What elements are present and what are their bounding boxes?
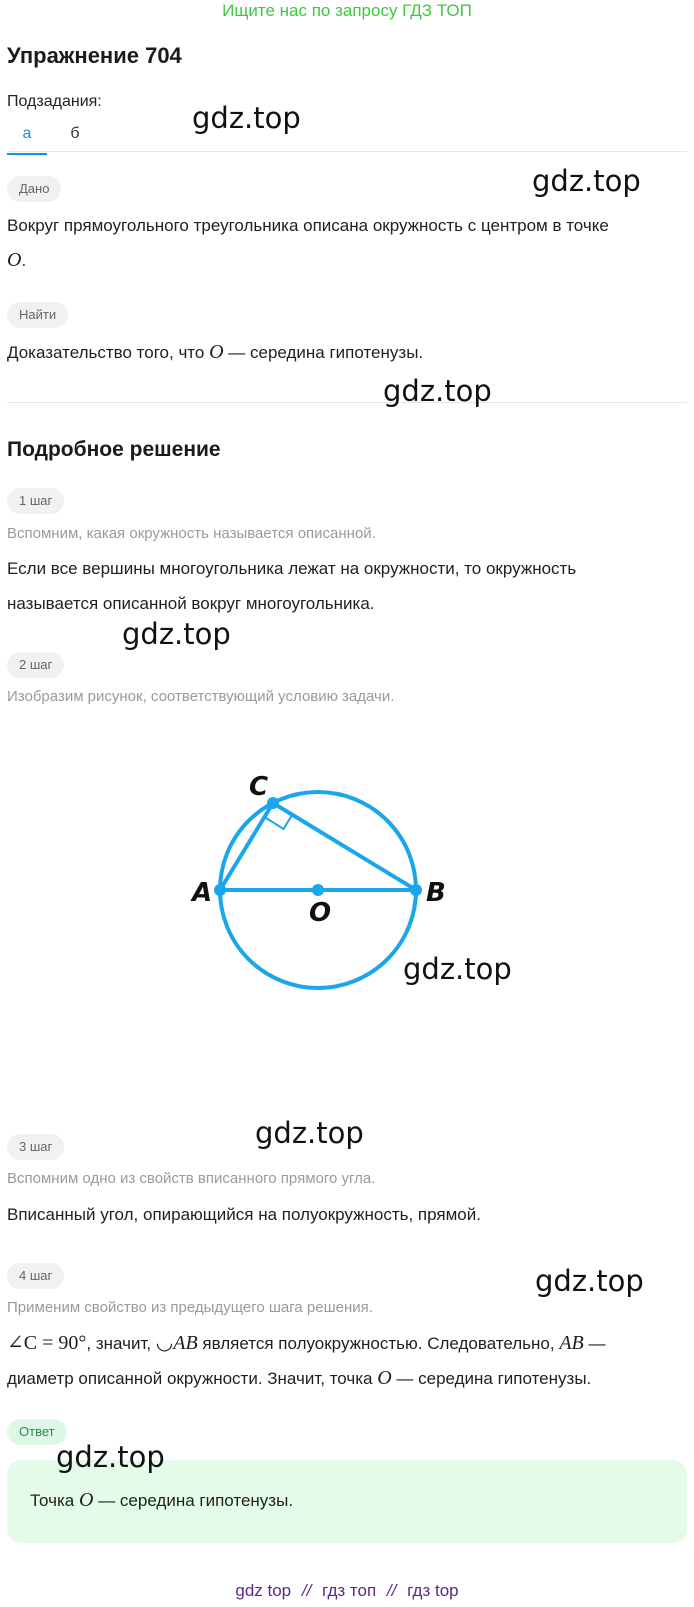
answer-text [30, 1485, 293, 1516]
step-1-badge [7, 488, 64, 514]
page-title: Упражнение 704 [7, 43, 182, 68]
answer-text-before: Точка [30, 1491, 75, 1510]
answer-var: O [79, 1489, 94, 1511]
step-4-badge [7, 1263, 64, 1289]
footer-separator: // [301, 1581, 312, 1600]
section-divider [7, 402, 687, 403]
step-4-text-2: является полуокружностью. Следовательно, [197, 1334, 560, 1353]
footer-link-2[interactable]: гдз топ [322, 1581, 377, 1600]
step-1-hint: Вспомним, какая окружность называется описанной. [7, 525, 376, 542]
step-4-text [7, 1326, 667, 1396]
point-a [214, 884, 226, 896]
step-4-text-1: , значит, [86, 1334, 156, 1353]
watermark: gdz.top [532, 164, 641, 198]
watermark: gdz.top [383, 374, 492, 408]
step-2-badge [7, 652, 64, 678]
footer-link-1[interactable]: gdz top [235, 1581, 292, 1600]
footer-link-3[interactable]: гдз top [407, 1581, 459, 1600]
step-4-hint: Применим свойство из предыдущего шага решения. [7, 1299, 373, 1316]
subtasks-label: Подзадания: [7, 93, 102, 110]
label-b: B [426, 878, 446, 908]
step-4-math-3: AB [559, 1332, 584, 1354]
given-text-before: Вокруг прямоугольного треугольника описана окружность с центром в точке [7, 216, 609, 235]
watermark: gdz.top [535, 1264, 644, 1298]
footer-separator: // [386, 1581, 397, 1600]
leg-cb [273, 803, 416, 890]
watermark: gdz.top [403, 952, 512, 986]
label-c: C [249, 772, 269, 802]
search-banner: Ищите нас по запросу ГДЗ ТОП [222, 1, 472, 20]
find-text-after: — середина гипотенузы. [228, 343, 424, 362]
label-o: O [309, 898, 332, 928]
watermark: gdz.top [56, 1440, 165, 1474]
given-badge [7, 176, 61, 202]
find-badge [7, 302, 68, 328]
step-4-math-2: ◡AB [155, 1332, 198, 1354]
tab-a[interactable]: а [22, 125, 32, 142]
step-4-text-3: — диаметр описанной окружности. Значит, точка [7, 1334, 606, 1388]
solution-title: Подробное решение [7, 438, 221, 461]
step-3-chip: 3 шаг [7, 1134, 64, 1160]
find-text-before: Доказательство того, что [7, 343, 205, 362]
step-4-text-4: — середина гипотенузы. [391, 1369, 592, 1388]
tabs-divider [7, 151, 687, 152]
given-chip: Дано [7, 176, 61, 202]
given-var: O [7, 249, 22, 271]
step-1-chip: 1 шаг [7, 488, 64, 514]
point-c [267, 797, 279, 809]
leg-ac [220, 803, 273, 890]
answer-chip: Ответ [7, 1419, 67, 1445]
watermark: gdz.top [255, 1116, 364, 1150]
find-text [7, 335, 687, 370]
step-4-math-1: ∠C = 90° [7, 1332, 87, 1354]
step-4-math-4: O [377, 1367, 392, 1389]
given-text [7, 208, 687, 278]
answer-text-after: — середина гипотенузы. [98, 1491, 294, 1510]
point-o [312, 884, 324, 896]
step-2-hint: Изобразим рисунок, соответствующий условию задачи. [7, 688, 395, 705]
find-chip: Найти [7, 302, 68, 328]
step-3-badge [7, 1134, 64, 1160]
step-2-chip: 2 шаг [7, 652, 64, 678]
watermark: gdz.top [122, 617, 231, 651]
active-tab-indicator [7, 153, 47, 155]
step-3-hint: Вспомним одно из свойств вписанного прямого угла. [7, 1170, 376, 1187]
label-a: A [192, 878, 213, 908]
tab-b[interactable]: б [70, 125, 80, 142]
watermark: gdz.top [192, 101, 301, 135]
point-b [410, 884, 422, 896]
step-3-text: Вписанный угол, опирающийся на полуокружность, прямой. [7, 1205, 481, 1224]
step-4-chip: 4 шаг [7, 1263, 64, 1289]
find-var: O [209, 341, 224, 363]
given-text-after: . [21, 251, 27, 270]
footer-links [0, 1580, 694, 1602]
right-angle-mark [265, 815, 293, 829]
step-1-text: Если все вершины многоугольника лежат на окружности, то окружность называется описанной вокруг многоугольника. [7, 559, 577, 613]
